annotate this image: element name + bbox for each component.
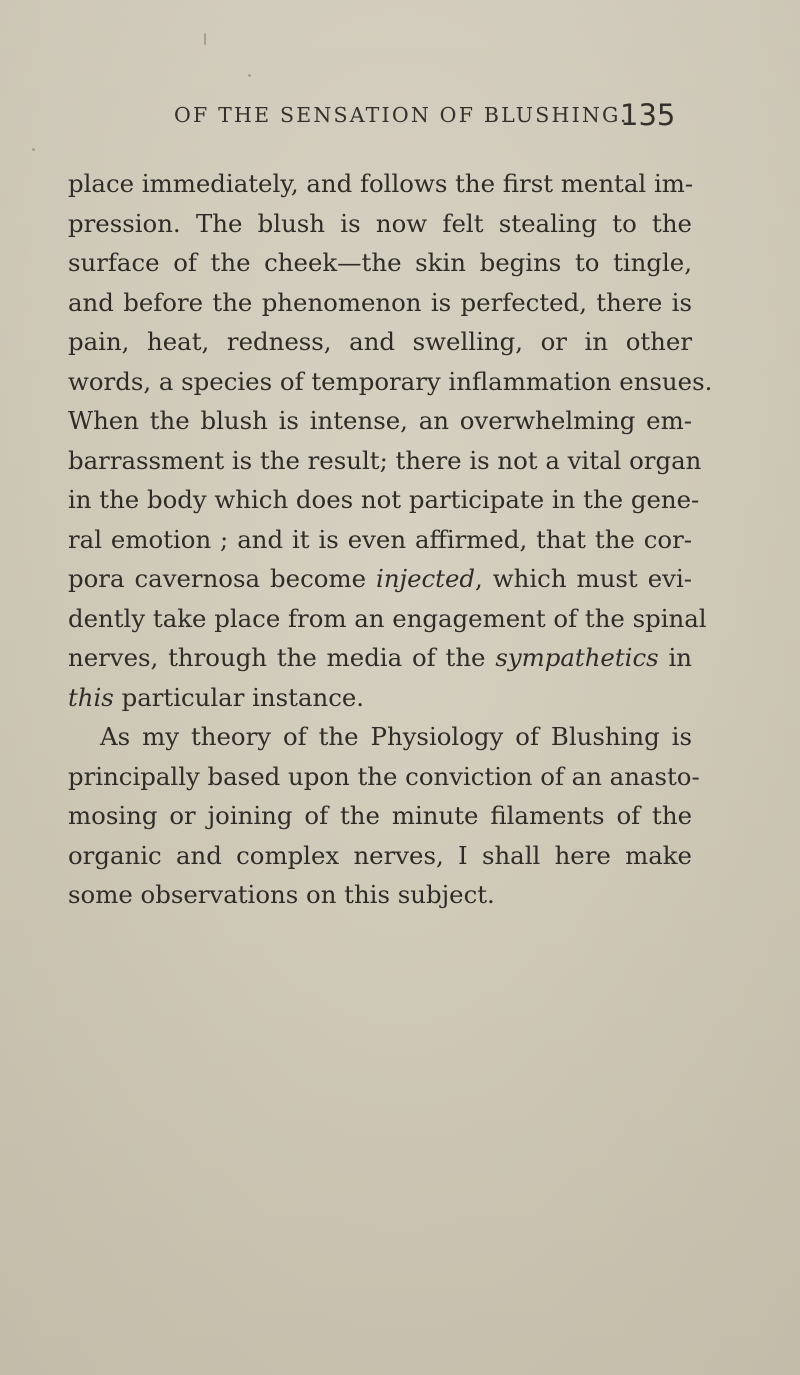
text-line — [68, 678, 692, 718]
italic-word: this — [68, 682, 114, 712]
text-line: pression. The blush is now felt stealing to the — [68, 208, 692, 238]
text-line: and before the phenomenon is perfected, there is — [68, 287, 692, 317]
text-line — [68, 638, 692, 678]
text-segment: in — [658, 643, 693, 672]
running-title: OF THE SENSATION OF BLUSHING. — [174, 103, 629, 127]
text-line: dently take place from an engagement of the spinal — [68, 603, 707, 633]
text-line: When the blush is intense, an overwhelming em- — [68, 406, 692, 435]
text-line: principally based upon the conviction of an anasto- — [68, 761, 700, 791]
text-line: organic and complex nerves, I shall here make — [68, 840, 692, 870]
text-segment: particular instance. — [113, 682, 365, 712]
text-segment: , which must evi- — [475, 564, 692, 593]
text-line: surface of the cheek—the skin begins to tingle, — [68, 248, 692, 277]
text-segment: nerves, through the media of the — [68, 643, 496, 672]
body-text — [68, 164, 713, 915]
text-line: pain, heat, redness, and swelling, or in other — [68, 327, 692, 356]
text-line: some observations on this subject. — [68, 880, 495, 909]
text-line: ral emotion ; and it is even affirmed, that the cor- — [68, 524, 692, 554]
paper-speck — [204, 33, 206, 45]
page-number: 135 — [620, 98, 676, 132]
paragraph-start-line: As my theory of the Physiology of Blushing is — [100, 722, 692, 751]
text-line: in the body which does not participate in the gene- — [68, 485, 700, 514]
text-line — [68, 559, 692, 599]
text-line: barrassment is the result; there is not a vital organ — [68, 445, 702, 475]
text-line: place immediately, and follows the first mental im- — [68, 169, 694, 198]
paper-speck — [248, 74, 251, 77]
italic-word: injected — [376, 564, 476, 593]
text-line: words, a species of temporary inflammation ensues. — [68, 366, 713, 396]
paper-speck — [32, 148, 35, 151]
italic-word: sympathetics — [495, 643, 659, 672]
text-line: mosing or joining of the minute filaments of the — [68, 801, 692, 830]
text-segment: pora cavernosa become — [68, 564, 377, 593]
running-head — [0, 98, 800, 143]
